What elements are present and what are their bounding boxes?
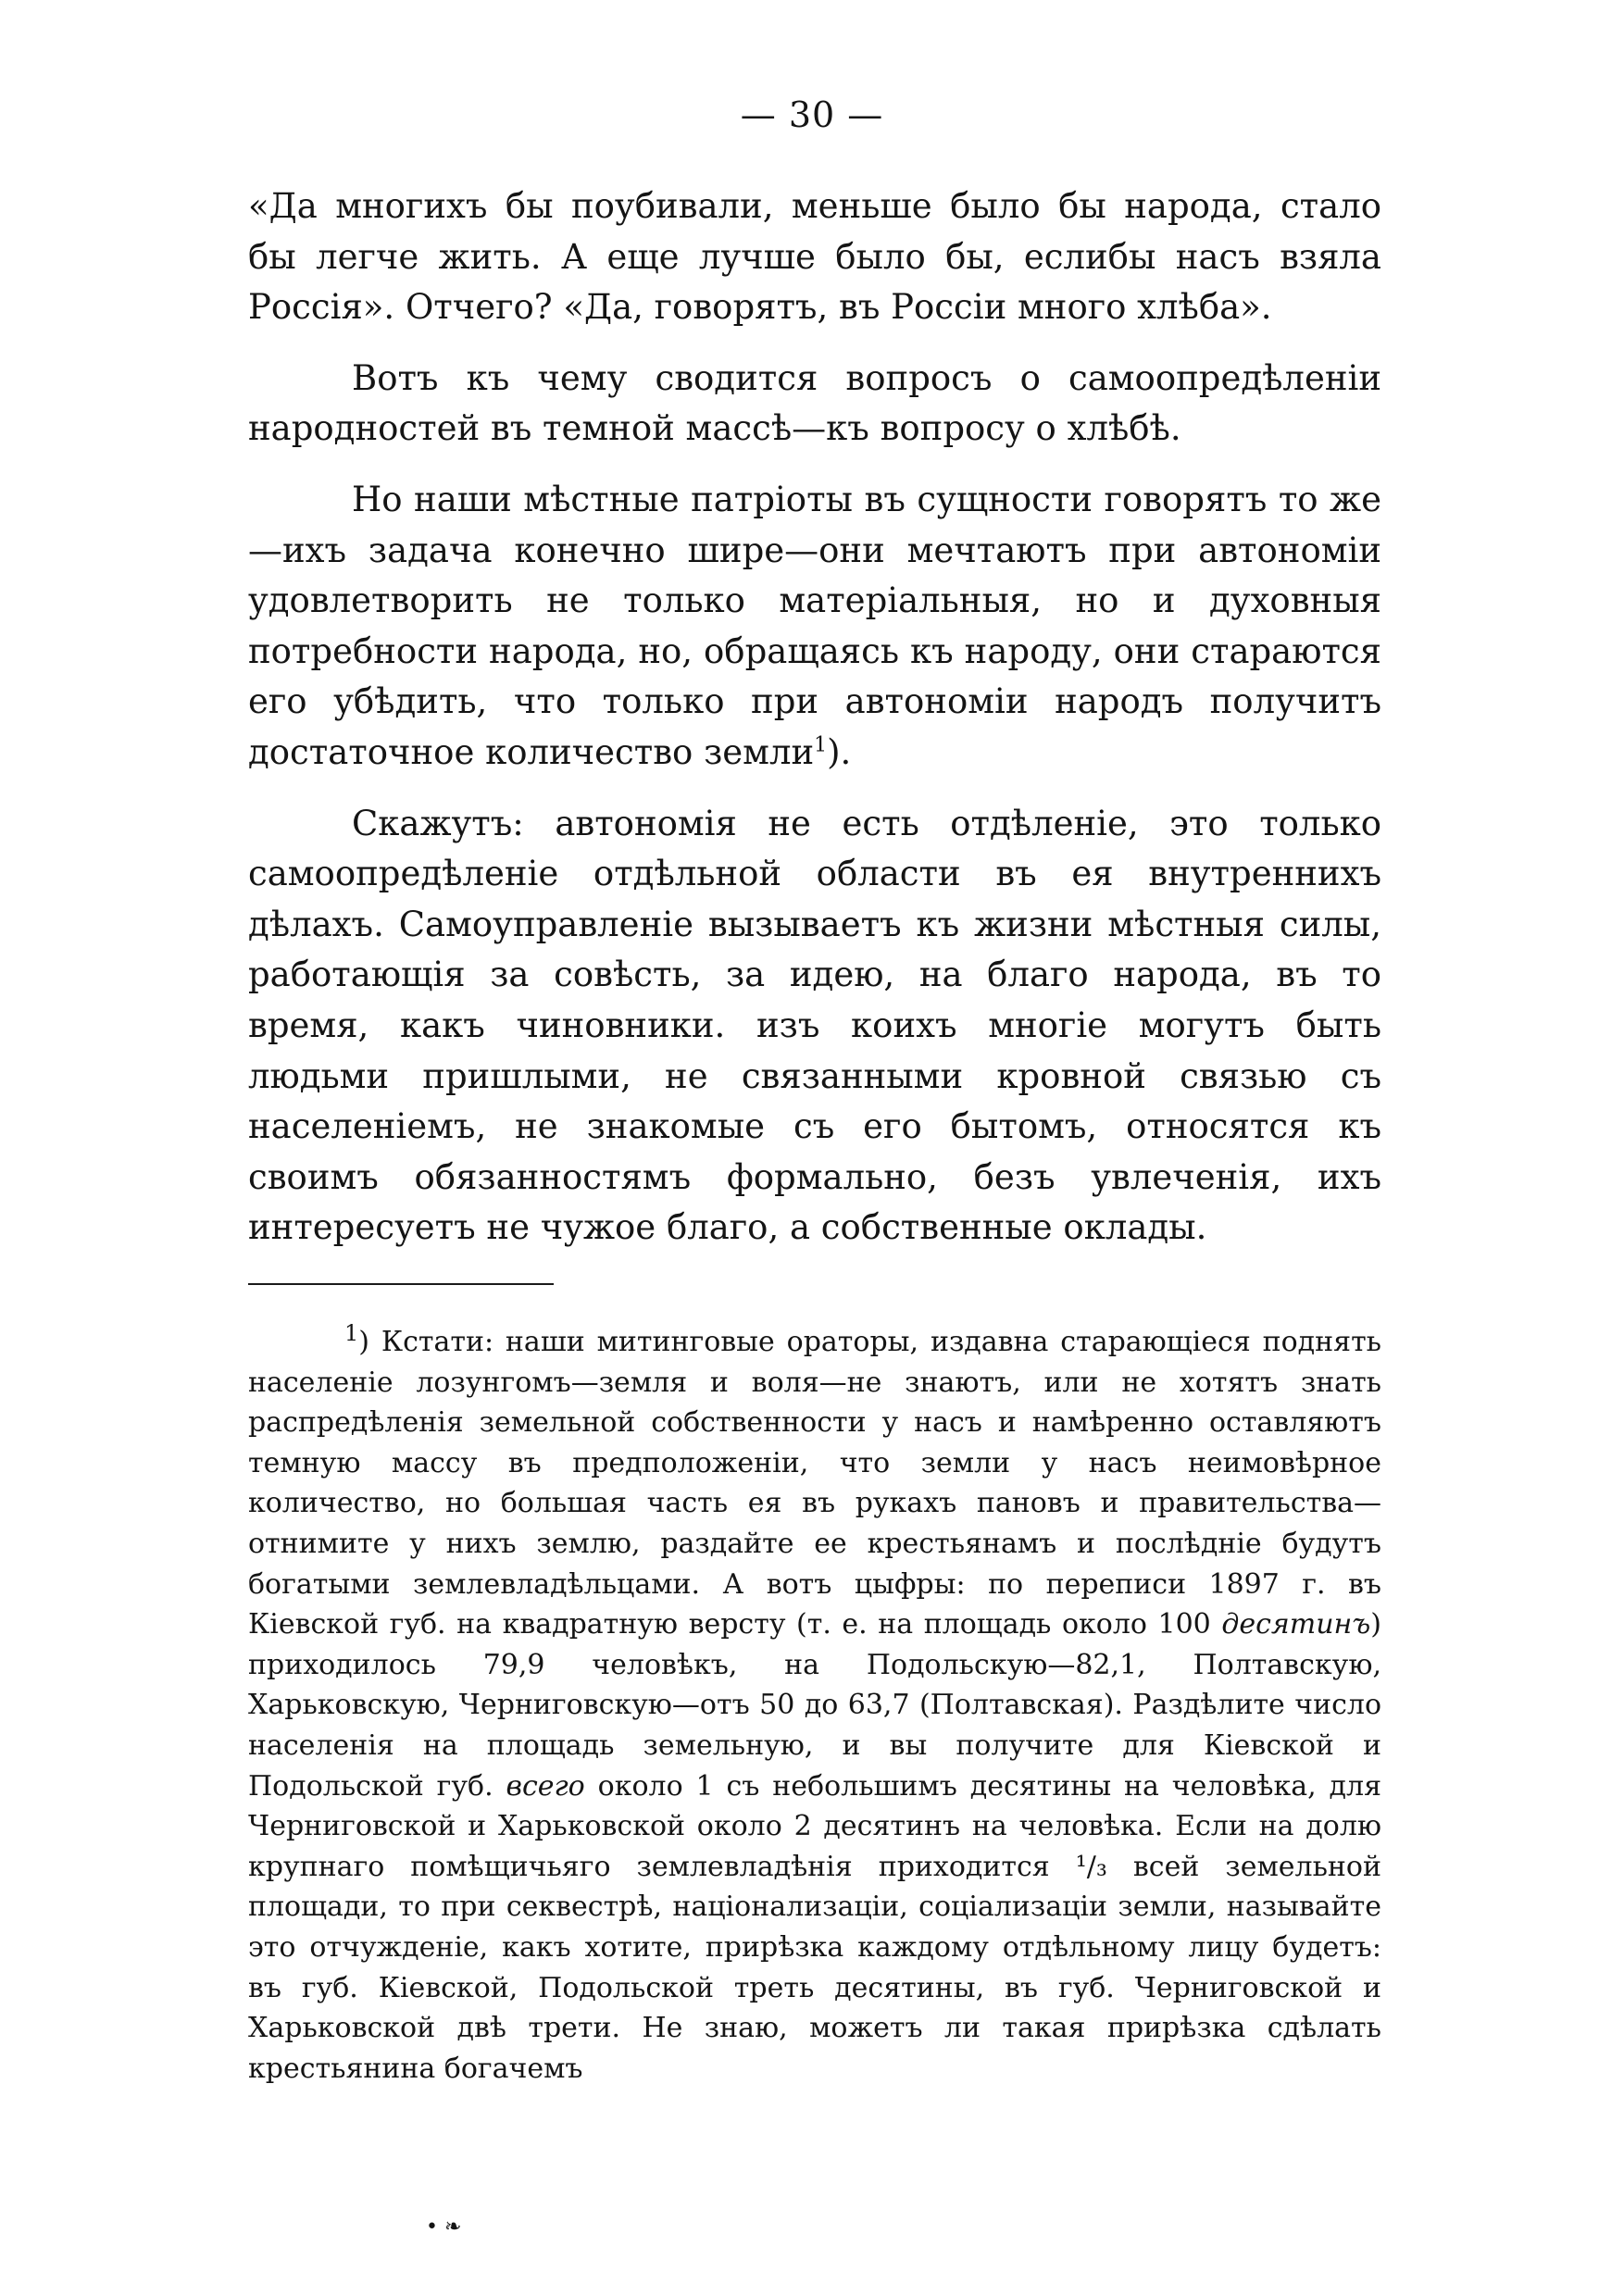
footnote-reference: 1: [814, 733, 828, 757]
main-text: [248, 181, 1381, 1254]
footnote-marker-paren: ): [358, 1326, 369, 1358]
footnote-text-b: ) приходилось 79,9 человѣкъ, на Подольскую—82,1, Полтавскую, Харьковскую, Черниговскую—отъ 50 до 63,7 (Полтавская). Раздѣлите число населенія на площадь земельную, и вы получите для Кіевской и Подольской губ.: [248, 1608, 1381, 1803]
paragraph-local-patriots: [248, 475, 1381, 779]
footnote-divider: [248, 1283, 554, 1285]
footnote: [248, 1322, 1381, 2089]
footnote-text-a: Кстати: наши митинговые ораторы, издавна старающіеся поднять населеніе лозунгомъ—земля и воля—не знаютъ, или не хотятъ знать распредѣленія земельной собственности у насъ и намѣренно оставляютъ темную массу въ предположеніи, что земли у насъ неимовѣрное количество, но большая часть ея въ рукахъ пановъ и правительства—отнимите у нихъ землю, раздайте ее крестьянамъ и послѣдніе будутъ богатыми землевладѣльцами. А вотъ цыфры: по переписи 1897 г. въ Кіевской губ. на квадратную версту (т. е. на площадь около 100: [248, 1326, 1381, 1641]
paragraph-local-patriots-text: Но наши мѣстные патріоты въ сущности говорятъ то же—ихъ задача конечно шире—они мечтаютъ при автономіи удовлетворить не только матеріальныя, но и духовныя потребности народа, но, обращаясь къ народу, они стараются его убѣдить, что только при автономіи народъ получитъ достаточное количество земли: [248, 479, 1381, 772]
page-number: — 30 —: [740, 94, 884, 135]
footnote-text-c: около 1 съ небольшимъ десятины на человѣка, для Черниговской и Харьковской около 2 десятинъ на человѣка. Если на долю крупнаго помѣщичьяго землевладѣнія приходится: [248, 1769, 1381, 1883]
footnote-marker: 1: [344, 1320, 359, 1346]
footnote-text-d: всей земельной площади, то при секвестрѣ, націонализаціи, соціализаціи земли, называйте это отчужденіе, какъ хотите, прирѣзка каждому отдѣльному лицу будетъ: въ губ. Кіевской, Подольской треть десятины, въ губ. Черниговской и Харьковской двѣ трети. Не знаю, можетъ ли такая прирѣзка сдѣлать крестьянина богачемъ: [248, 1850, 1381, 2085]
footnote-italic-vsego: всего: [506, 1769, 585, 1803]
printer-ornament: • ❧: [426, 2215, 462, 2239]
paragraph-autonomy: Скажутъ: автономія не есть отдѣленіе, это только самоопредѣленіе отдѣльной области въ ея внутреннихъ дѣлахъ. Самоуправленіе вызываетъ къ жизни мѣстныя силы, работающія за совѣсть, за идею, на благо народа, въ то время, какъ чиновники. изъ коихъ многіе могутъ быть людьми пришлыми, не связанными кровной связью съ населеніемъ, не знакомые съ его бытомъ, относятся къ своимъ обязанностямъ формально, безъ увлеченія, ихъ интересуетъ не чужое благо, а собственные оклады.: [248, 803, 1381, 1248]
paragraph-local-patriots-tail: ).: [827, 731, 852, 772]
footnote-italic-desyatin: десятинъ: [1221, 1608, 1371, 1641]
paragraph-continued: «Да многихъ бы поубивали, меньше было бы народа, стало бы легче жить. А еще лучше было бы, еслибы насъ взяла Россія». Отчего? «Да, говорятъ, въ Россіи много хлѣба».: [248, 186, 1381, 328]
paragraph-self-determination: Вотъ къ чему сводится вопросъ о самоопредѣленіи народностей въ темной массѣ—къ вопросу о хлѣбѣ.: [248, 357, 1381, 449]
footnote-fraction: ¹/₃: [1075, 1850, 1107, 1883]
